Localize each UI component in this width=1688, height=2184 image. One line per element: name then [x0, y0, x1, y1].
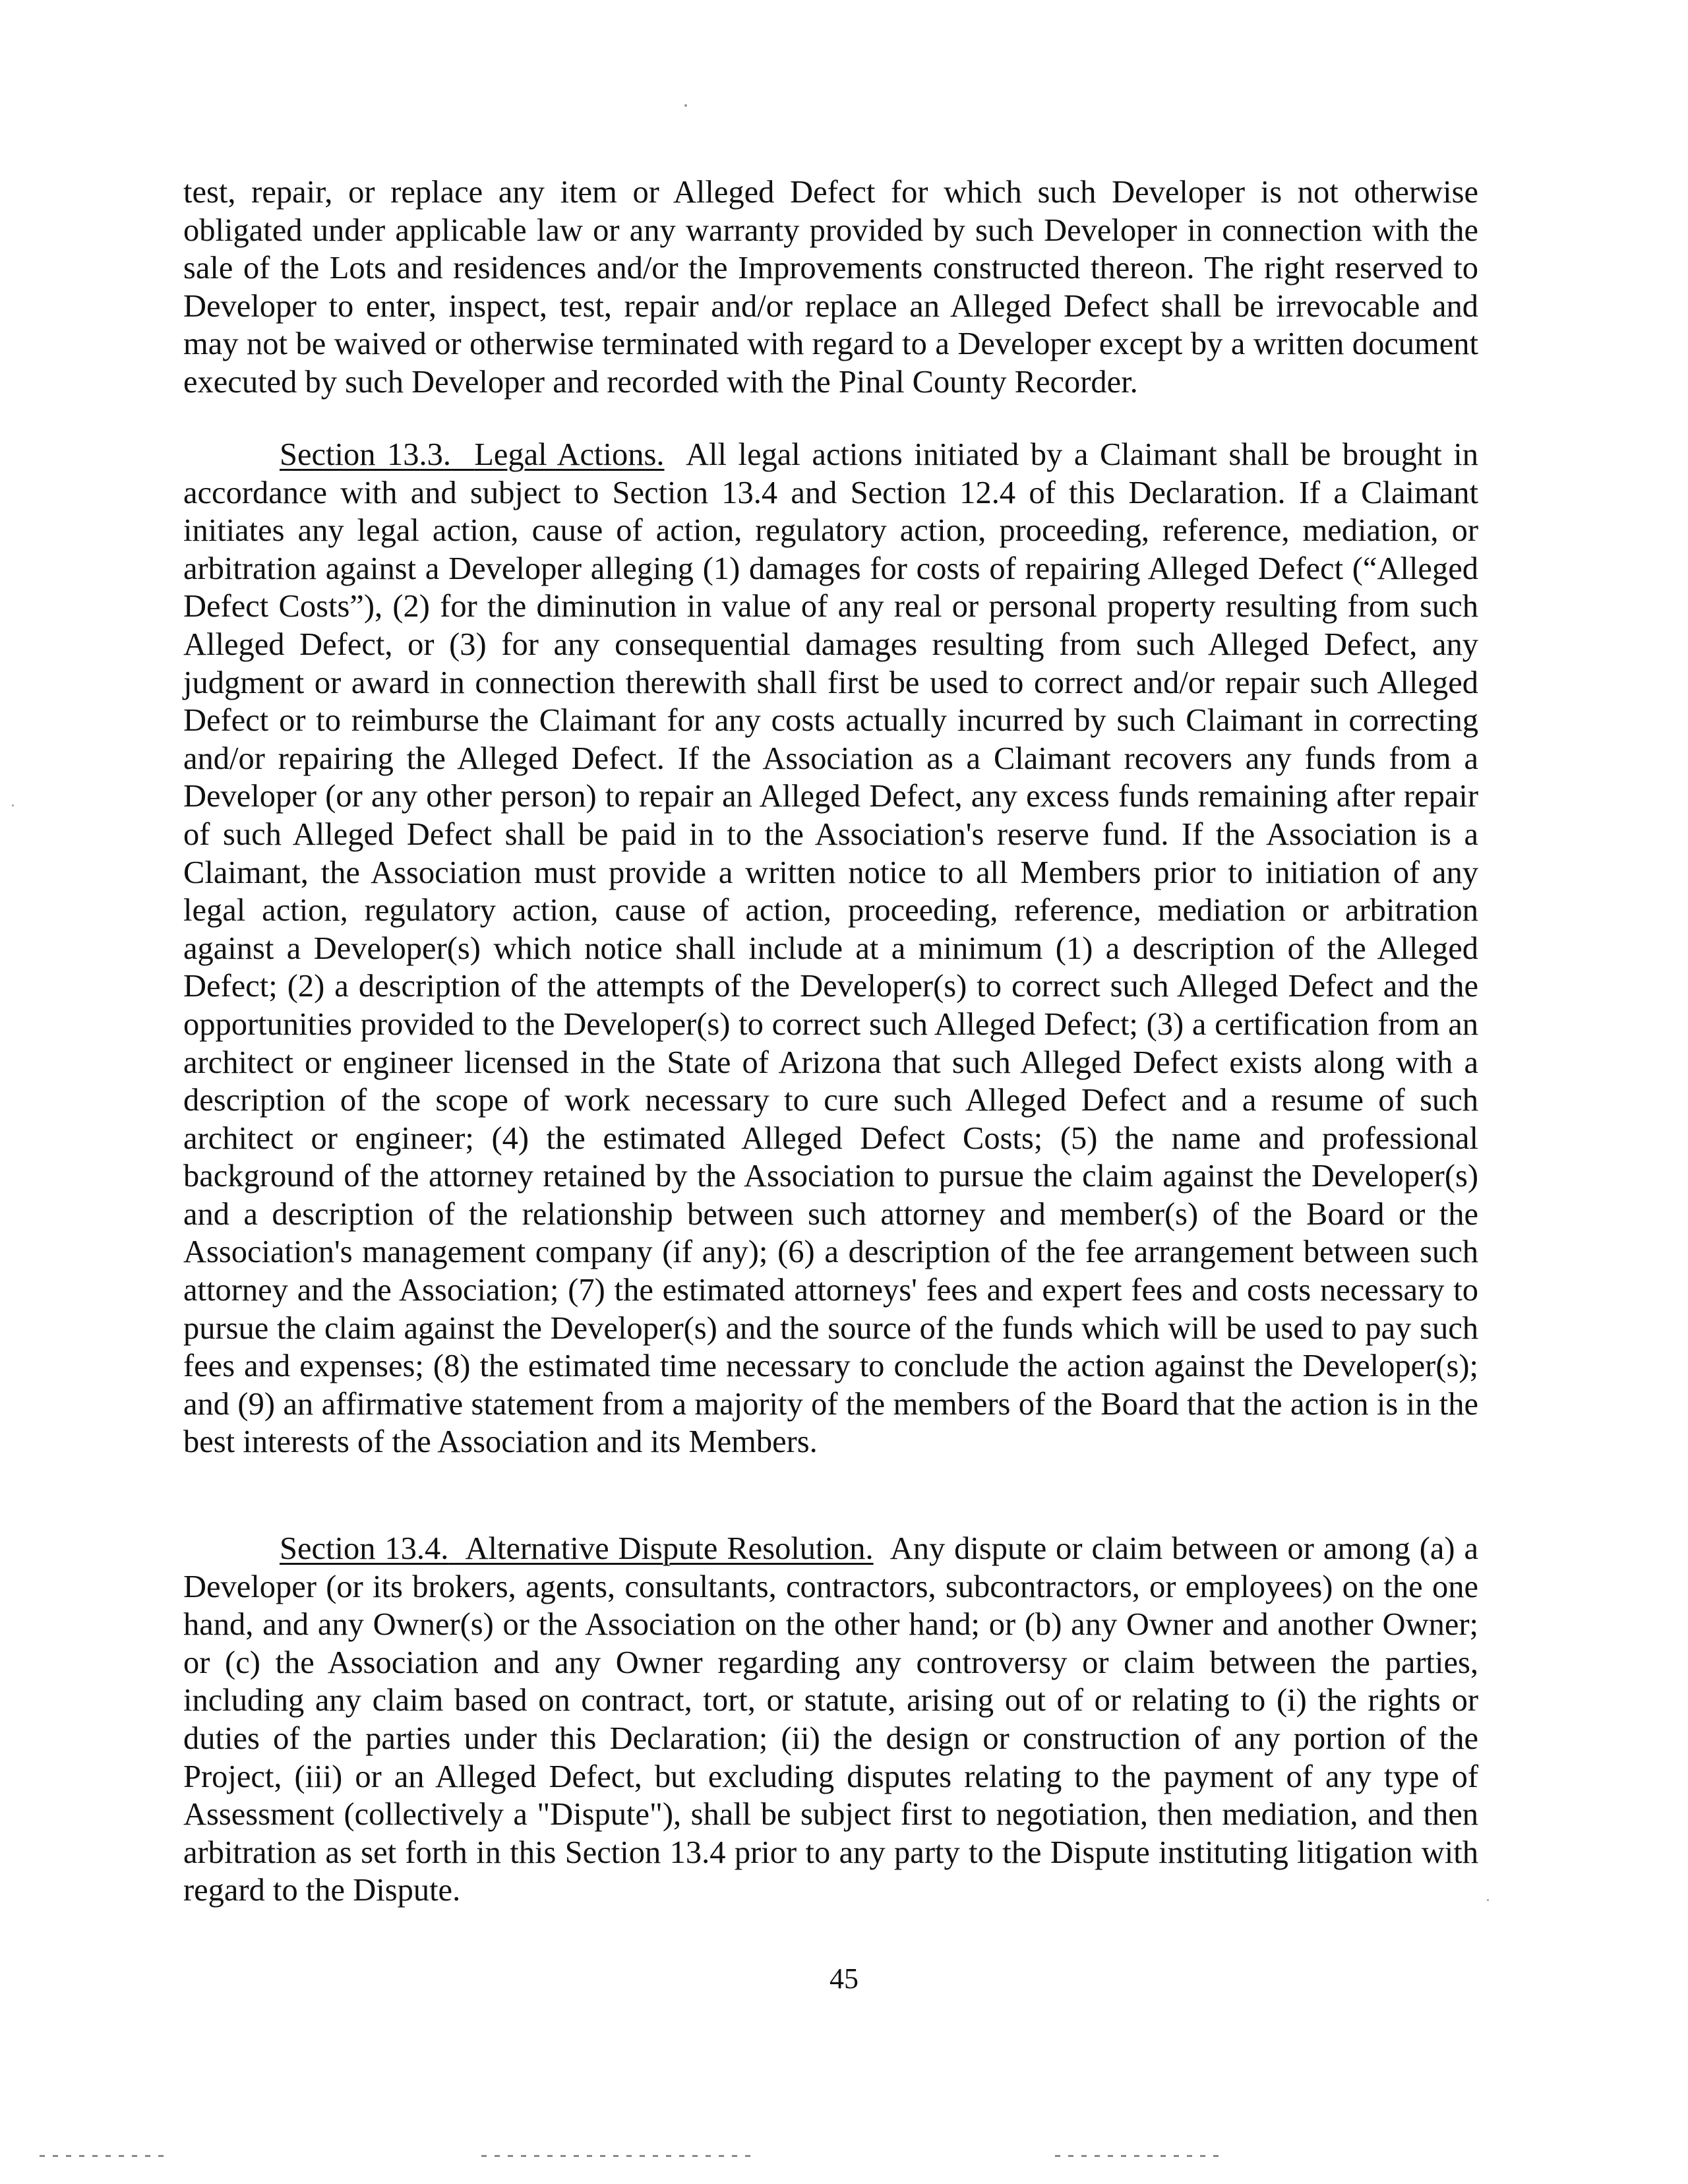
section-number: Section 13.4. [280, 1531, 449, 1566]
section-title: Alternative Dispute Resolution. [465, 1531, 874, 1566]
section-number: Section 13.3. [280, 437, 452, 472]
scan-artifact [40, 2155, 165, 2157]
section-13-4-paragraph [183, 1530, 1478, 1910]
scan-artifact [481, 2155, 758, 2157]
paragraph-text: test, repair, or replace any item or Alleged Defect for which such Developer is not otherwise obligated under applicable law or any warranty provided by such Developer in connection with the sale of the Lots and residences and/or the Improvements constructed thereon. The right reserved to Developer to enter, inspect, test, repair and/or replace an Alleged Defect shall be irrevocable and may not be waived or otherwise terminated with regard to a Developer except by a written document executed by such Developer and recorded with the Pinal County Recorder. [183, 175, 1478, 400]
section-13-4-heading [280, 1531, 874, 1566]
scan-speck [12, 804, 14, 806]
scan-speck [1487, 1899, 1489, 1901]
scan-artifact [1055, 2155, 1226, 2157]
page-number: 45 [829, 1962, 859, 1995]
scan-speck [684, 104, 687, 107]
section-title: Legal Actions. [474, 437, 665, 472]
section-13-3-heading [280, 437, 665, 472]
section-body: Any dispute or claim between or among (a) a Developer (or its brokers, agents, consultants, contractors, subcontractors, or employees) on the one hand, and any Owner(s) or the Association on the other hand; or (b) any Owner and another Owner; or (c) the Association and any Owner regarding any controversy or claim between the parties, including any claim based on contract, tort, or statute, arising out of or relating to (i) the rights or duties of the parties under this Declaration; (ii) the design or construction of any portion of the Project, (iii) or an Alleged Defect, but excluding disputes relating to the payment of any type of Assessment (collectively a "Dispute"), shall be subject first to negotiation, then mediation, and then arbitration as set forth in this Section 13.4 prior to any party to the Dispute instituting litigation with regard to the Dispute. [183, 1531, 1478, 1908]
paragraph-continuation [183, 173, 1478, 402]
section-13-3-paragraph [183, 436, 1478, 1461]
section-body: All legal actions initiated by a Claimant shall be brought in accordance with and subject to Section 13.4 and Section 12.4 of this Declaration. If a Claimant initiates any legal action, cause of action, regulatory action, proceeding, reference, mediation, or arbitration against a Developer alleging (1) damages for costs of repairing Alleged Defect (“Alleged Defect Costs”), (2) for the diminution in value of any real or personal property resulting from such Alleged Defect, or (3) for any consequential damages resulting from such Alleged Defect, any judgment or award in connection therewith shall first be used to correct and/or repair such Alleged Defect or to reimburse the Claimant for any costs actually incurred by such Claimant in correcting and/or repairing the Alleged Defect. If the Association as a Claimant recovers any funds from a Developer (or any other person) to repair an Alleged Defect, any excess funds remaining after repair of such Alleged Defect shall be paid in to the Association's reserve fund. If the Association is a Claimant, the Association must provide a written notice to all Members prior to initiation of any legal action, regulatory action, cause of action, proceeding, reference, mediation or arbitration against a Developer(s) which notice shall include at a minimum (1) a description of the Alleged Defect; (2) a description of the attempts of the Developer(s) to correct such Alleged Defect and the opportunities provided to the Developer(s) to correct such Alleged Defect; (3) a certification from an architect or engineer licensed in the State of Arizona that such Alleged Defect exists along with a description of the scope of work necessary to cure such Alleged Defect and a resume of such architect or engineer; (4) the estimated Alleged Defect Costs; (5) the name and professional background of the attorney retained by the Association to pursue the claim against the Developer(s) and a description of the relationship between such attorney and member(s) of the Board or the Association's management company (if any); (6) a description of the fee arrangement between such attorney and the Association; (7) the estimated attorneys' fees and expert fees and costs necessary to pursue the claim against the Developer(s) and the source of the funds which will be used to pay such fees and expenses; (8) the estimated time necessary to conclude the action against the Developer(s); and (9) an affirmative statement from a majority of the members of the Board that the action is in the best interests of the Association and its Members. [183, 437, 1479, 1460]
